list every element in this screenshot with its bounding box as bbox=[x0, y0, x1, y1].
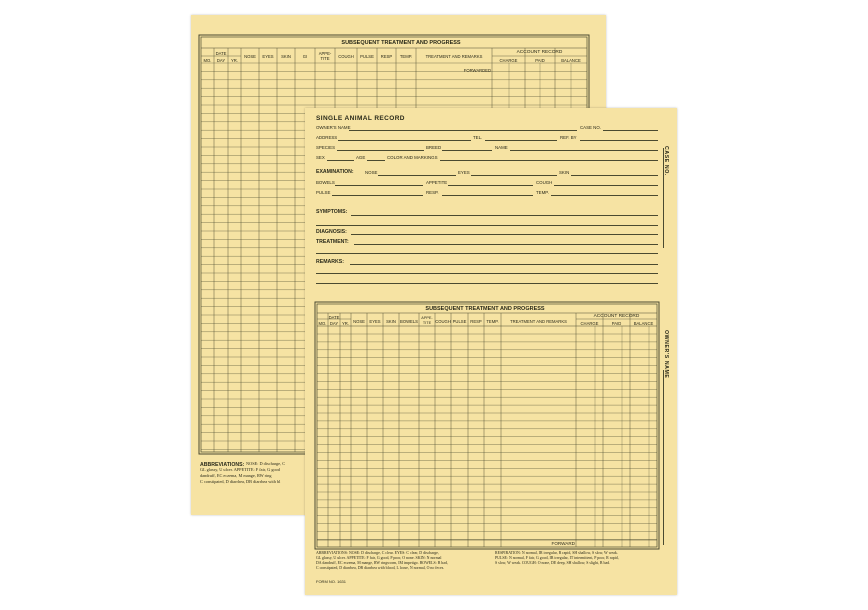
front-table-title: SUBSEQUENT TREATMENT AND PROGRESS bbox=[425, 306, 545, 312]
temp-label: TEMP. bbox=[536, 190, 549, 195]
back-col-gi: GI bbox=[302, 54, 308, 59]
back-col-nose: NOSE bbox=[244, 54, 256, 59]
back-col-skin: SKIN bbox=[281, 54, 291, 59]
front-col-cough: COUGH bbox=[435, 319, 451, 324]
back-col-resp: RESP bbox=[380, 54, 393, 59]
front-abbr-right bbox=[495, 551, 670, 566]
owners-name-label: OWNER'S NAME bbox=[316, 125, 351, 130]
front-col-mo: MO. bbox=[318, 321, 327, 326]
front-abbr-right-3: S slow, W weak. COUGH: O none, DE deep, SH shallow, S slight, B bad. bbox=[495, 561, 611, 566]
back-forwarded-label: FORWARDED bbox=[463, 68, 491, 73]
breed-label: BREED bbox=[426, 145, 442, 150]
ref-by-label: REF. BY bbox=[560, 135, 577, 140]
back-date-label: DATE bbox=[215, 51, 227, 56]
remarks-label: REMARKS: bbox=[316, 259, 344, 265]
front-col-balance: BALANCE bbox=[633, 321, 654, 326]
front-col-yr: YR. bbox=[342, 321, 349, 326]
side-case-no-label: CASE NO. bbox=[663, 146, 669, 176]
front-col-eyes: EYES bbox=[369, 319, 381, 324]
front-record-sheet bbox=[305, 108, 677, 595]
back-account-label: ACCOUNT RECORD bbox=[516, 50, 563, 55]
front-grid-inner-border bbox=[317, 304, 657, 547]
front-abbr-left bbox=[316, 551, 494, 571]
nose-label: NOSE bbox=[365, 170, 378, 175]
back-col-balance: BALANCE bbox=[561, 58, 581, 63]
form-number: FORM NO. 1631 bbox=[316, 579, 347, 584]
species-label: SPECIES bbox=[316, 145, 336, 150]
back-abbr-line-4: C constipated, D diarrhea, DB diarrhea with bl bbox=[200, 479, 281, 484]
front-col-resp: RESP bbox=[470, 319, 482, 324]
front-col-nose: NOSE bbox=[353, 319, 365, 324]
back-col-charge: CHARGE bbox=[499, 58, 518, 63]
front-abbr-left-3: DA dandruff, EC eczema, M mange, RW ringworm, IM impetigo. BOWELS: B bad, bbox=[316, 561, 448, 566]
back-col-mo: MO. bbox=[203, 58, 212, 63]
front-col-skin: SKIN bbox=[386, 319, 396, 324]
back-col-appetite: APPE-TITE bbox=[318, 51, 332, 61]
symptoms-label: SYMPTOMS: bbox=[316, 209, 348, 215]
eyes-label: EYES bbox=[458, 170, 470, 175]
front-abbr-right-2: PULSE: N normal, F fair, G good, IR irregular, IT intermittent, P poor, R rapid, bbox=[495, 556, 619, 561]
back-abbr-line-1: NOSE: D discharge, C bbox=[246, 461, 286, 466]
back-col-treatment: TREATMENT AND REMARKS bbox=[425, 54, 483, 59]
front-title: SINGLE ANIMAL RECORD bbox=[316, 115, 405, 122]
name-label: NAME bbox=[495, 145, 508, 150]
front-col-pulse: PULSE bbox=[452, 319, 467, 324]
color-markings-label: COLOR AND MARKINGS bbox=[387, 155, 438, 160]
treatment-label: TREATMENT: bbox=[316, 239, 349, 245]
front-abbr-left-1: ABBREVIATIONS: NOSE: D discharge, C clear. EYES: C clear, D discharge, bbox=[316, 551, 439, 555]
front-grid-outer-border bbox=[315, 302, 659, 549]
front-col-treatment: TREATMENT AND REMARKS bbox=[510, 319, 567, 324]
front-col-bowels: BOWELS bbox=[400, 319, 418, 324]
pulse-label: PULSE bbox=[316, 190, 331, 195]
resp-label: RESP. bbox=[426, 190, 439, 195]
back-abbr-line-3: dandruff, EC eczema, M mange, RW ring bbox=[200, 473, 272, 478]
front-treatment-grid bbox=[305, 108, 677, 595]
diagnosis-label: DIAGNOSIS: bbox=[316, 229, 347, 235]
back-col-yr: YR. bbox=[231, 58, 238, 63]
address-label: ADDRESS bbox=[316, 135, 338, 140]
age-label: AGE bbox=[356, 155, 366, 160]
case-no-label: CASE NO. bbox=[580, 125, 601, 130]
skin-label: SKIN bbox=[559, 170, 570, 175]
front-forward-label: FORWARD bbox=[551, 541, 575, 546]
examination-label: EXAMINATION: bbox=[316, 169, 354, 175]
front-col-day: DAY bbox=[329, 321, 339, 326]
front-abbr-left-2: GL glassy, U ulcer. APPETITE: F fair, G good, P poor, O none. SKIN: N normal bbox=[316, 556, 442, 561]
front-account-label: ACCOUNT RECORD bbox=[593, 314, 640, 319]
side-owners-name-label: OWNER'S NAME bbox=[663, 330, 669, 379]
back-col-paid: PAID bbox=[535, 58, 545, 63]
appetite-label: APPETITE bbox=[426, 180, 448, 185]
back-col-eyes: EYES bbox=[262, 54, 274, 59]
back-col-temp: TEMP. bbox=[399, 54, 413, 59]
front-abbr-left-4: C constipated, D diarrhea, DB diarrhea with blood, L loose, N normal, O no feces. bbox=[316, 566, 445, 571]
back-col-pulse: PULSE bbox=[360, 54, 374, 59]
front-date-label: DATE bbox=[328, 315, 340, 320]
cough-label: COUGH bbox=[536, 180, 553, 185]
front-col-appetite: APPE-TITE bbox=[421, 316, 433, 325]
front-col-temp: TEMP. bbox=[486, 319, 499, 324]
front-col-charge: CHARGE bbox=[580, 321, 599, 326]
back-abbr-heading: ABBREVIATIONS: bbox=[200, 462, 245, 468]
back-abbr-line-2: GL glassy, U ulcer. APPETITE: F fair, G good bbox=[200, 467, 280, 472]
sex-label: SEX bbox=[316, 155, 325, 160]
tel-label: TEL. bbox=[473, 135, 483, 140]
front-col-paid: PAID bbox=[611, 321, 622, 326]
front-abbr-right-1: RESPIRATION: N normal, IR irregular, R rapid, SH shallow, S slow, W weak. bbox=[495, 551, 618, 555]
back-col-cough: COUGH bbox=[338, 54, 354, 59]
back-table-title: SUBSEQUENT TREATMENT AND PROGRESS bbox=[341, 40, 461, 46]
bowels-label: BOWELS bbox=[316, 180, 335, 185]
back-col-day: DAY bbox=[216, 58, 226, 63]
